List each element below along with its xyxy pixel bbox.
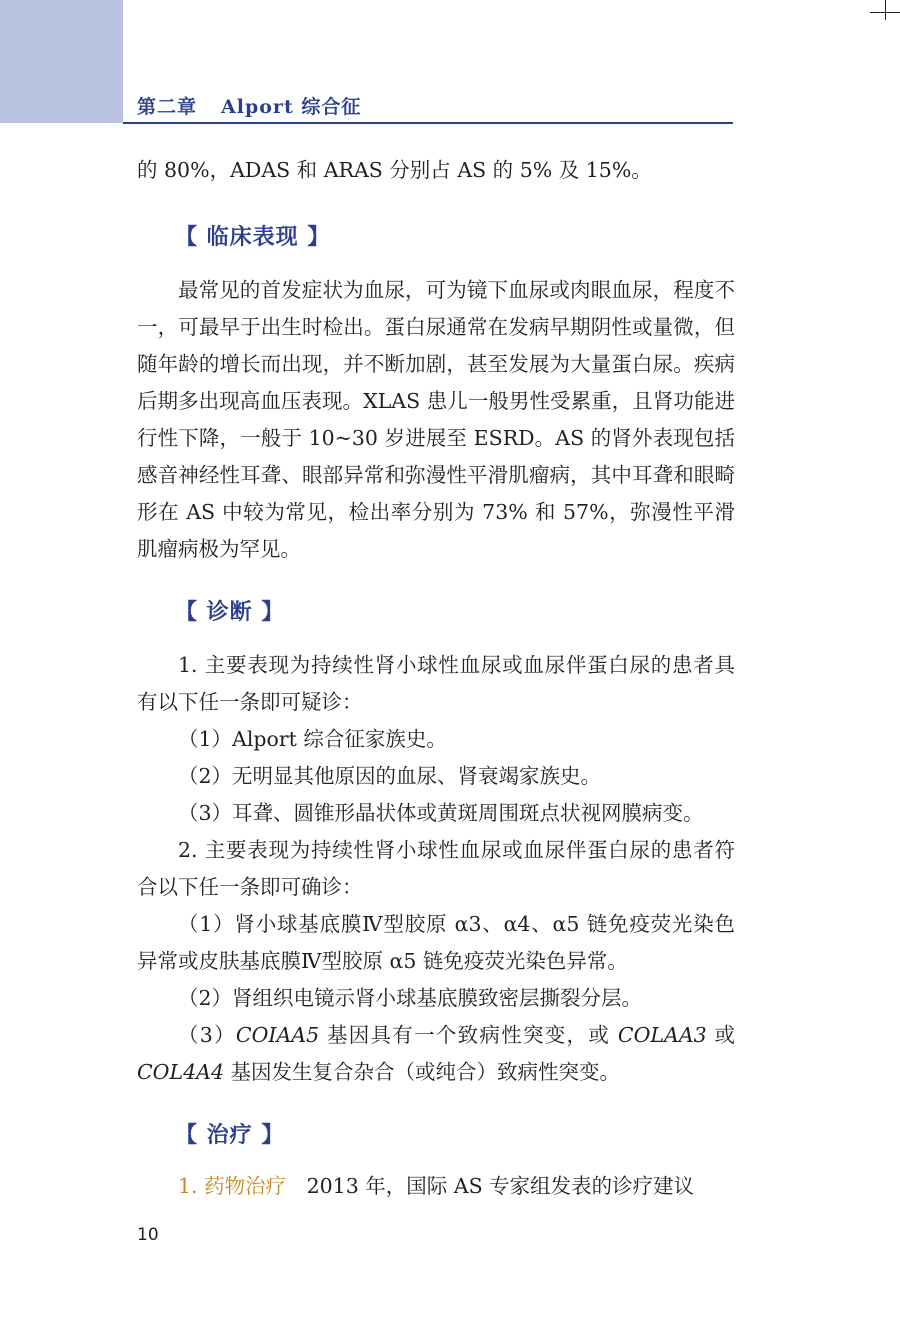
treatment-subheading: 1. 药物治疗 <box>178 1174 287 1198</box>
diagnosis-item-2-3 <box>137 1017 735 1091</box>
gene-name: COLAA3 <box>617 1023 707 1047</box>
treatment-item-1 <box>137 1168 735 1205</box>
intro-continuation: 的 80%，ADAS 和 ARAS 分别占 AS 的 5% 及 15%。 <box>137 158 652 182</box>
page-number: 10 <box>137 1225 159 1245</box>
diagnosis-item-2-1: （1）肾小球基底膜Ⅳ型胶原 α3、α4、α5 链免疫荧光染色异常或皮肤基底膜Ⅳ型胶原 α5 链免疫荧光染色异常。 <box>137 912 735 973</box>
chapter-number: 第二章 <box>137 96 198 118</box>
diagnosis-item-1-3: （3）耳聋、圆锥形晶状体或黄斑周围斑点状视网膜病变。 <box>178 801 704 825</box>
diagnosis-item-1-2: （2）无明显其他原因的血尿、肾衰竭家族史。 <box>178 764 602 788</box>
item-prefix: （3） <box>178 1023 236 1047</box>
item-text: 或 <box>706 1023 735 1047</box>
item-text: 基因发生复合杂合（或纯合）致病性突变。 <box>224 1060 621 1084</box>
section-title-diagnosis: 【 诊断 】 <box>175 600 285 625</box>
diagnosis-item-1: 1. 主要表现为持续性肾小球性血尿或血尿伴蛋白尿的患者具有以下任一条即可疑诊： <box>137 653 735 714</box>
section-title-clinical: 【 临床表现 】 <box>175 225 331 250</box>
page-body <box>137 152 735 1205</box>
treatment-text: 2013 年，国际 AS 专家组发表的诊疗建议 <box>286 1174 695 1198</box>
running-head <box>137 92 361 119</box>
gene-name: COIAA5 <box>235 1023 320 1047</box>
crop-mark <box>885 0 886 20</box>
item-text: 基因具有一个致病性突变，或 <box>319 1023 618 1047</box>
chapter-title: Alport 综合征 <box>221 96 362 118</box>
section-title-treatment: 【 治疗 】 <box>175 1123 285 1148</box>
gene-name: COL4A4 <box>137 1060 224 1084</box>
header-rule <box>123 122 733 124</box>
clinical-paragraph: 最常见的首发症状为血尿，可为镜下血尿或肉眼血尿，程度不一，可最早于出生时检出。蛋白尿通常在发病早期阴性或量微，但随年龄的增长而出现，并不断加剧，甚至发展为大量蛋白尿。疾病后期多出现高血压表现。XLAS 患儿一般男性受累重，且肾功能进行性下降，一般于 10~30 岁进展至 ESRD。AS 的肾外表现包括感音神经性耳聋、眼部异常和弥漫性平滑肌瘤病，其中耳聋和眼畸形在 AS 中较为常见，检出率分别为 73% 和 57%，弥漫性平滑肌瘤病极为罕见。 <box>137 278 735 561</box>
diagnosis-item-1-1: （1）Alport 综合征家族史。 <box>178 727 447 751</box>
diagnosis-item-2: 2. 主要表现为持续性肾小球性血尿或血尿伴蛋白尿的患者符合以下任一条即可确诊： <box>137 838 735 899</box>
diagnosis-item-2-2: （2）肾组织电镜示肾小球基底膜致密层撕裂分层。 <box>178 986 643 1010</box>
corner-color-block <box>0 0 123 123</box>
